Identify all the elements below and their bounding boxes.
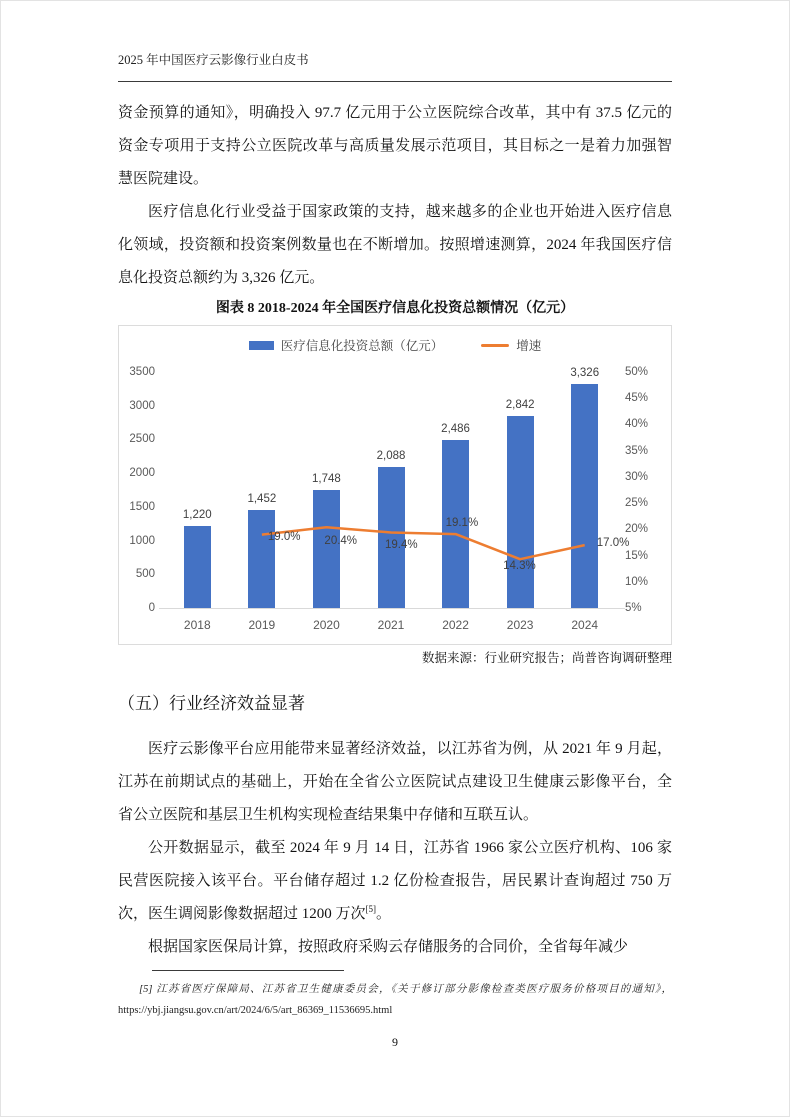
- growth-label: 14.3%: [503, 560, 536, 573]
- y-axis-right-tick: 45%: [625, 392, 649, 405]
- y-axis-left-tick: 2500: [129, 433, 155, 446]
- y-axis-right-tick: 10%: [625, 575, 649, 588]
- bar-value-label: 2,842: [505, 399, 535, 412]
- paragraph-text: 。: [376, 906, 392, 922]
- bar-2023: [507, 416, 534, 608]
- bar-value-label: 1,748: [312, 473, 341, 486]
- y-axis-left-tick: 3500: [129, 366, 155, 378]
- figure-source: 数据来源：行业研究报告；尚普咨询调研整理: [421, 651, 672, 665]
- y-axis-right-tick: 50%: [625, 366, 649, 378]
- x-axis-label-2024: 2024: [571, 618, 599, 632]
- bar-2024: [571, 384, 598, 608]
- y-axis-right-tick: 15%: [625, 549, 649, 562]
- x-axis-label-2021: 2021: [377, 618, 405, 632]
- y-axis-left-tick: 0: [148, 602, 155, 614]
- legend-line-label: 增速: [516, 339, 542, 353]
- paragraph: 根据国家医保局计算，按照政府采购云存储服务的合同价，全省每年减少: [148, 939, 629, 955]
- page-header: [118, 51, 672, 82]
- y-axis-left-tick: 1500: [129, 500, 155, 513]
- bar-value-label: 1,220: [182, 508, 212, 521]
- footnote-ref: [5]: [365, 904, 377, 914]
- chart-legend: [119, 336, 671, 354]
- y-axis-right-tick: 35%: [625, 444, 649, 457]
- page-header-title: 2025 年中国医疗云影像行业白皮书: [118, 53, 309, 67]
- y-axis-right-tick: 5%: [625, 602, 642, 614]
- footnote-link[interactable]: https://ybj.jiangsu.gov.cn/art/2024/6/5/art_86369_11536695.html: [118, 1005, 393, 1016]
- growth-label: 19.1%: [445, 517, 479, 530]
- bar-value-label: 2,088: [376, 450, 406, 463]
- paragraph: 资金预算的通知》，明确投入 97.7 亿元用于公立医院综合改革，其中有 37.5 亿元的资金专项用于支持公立医院改革与高质量发展示范项目，其目标之一是着力加强智慧医院建设。: [118, 105, 672, 187]
- x-axis-label-2022: 2022: [442, 618, 469, 632]
- footnote-separator: [152, 970, 344, 971]
- figure-caption: 图表 8 2018-2024 年全国医疗信息化投资总额情况（亿元）: [215, 301, 575, 316]
- x-axis-label-2019: 2019: [248, 618, 276, 632]
- bar-value-label: 3,326: [570, 366, 600, 379]
- y-axis-left-tick: 500: [135, 568, 155, 581]
- legend-item-line: [481, 336, 541, 354]
- paragraph: 医疗云影像平台应用能带来显著经济效益，以江苏省为例，从 2021 年 9 月起，江苏在前期试点的基础上，开始在全省公立医院试点建设卫生健康云影像平台，全省公立医院和基层卫生机构实现检查结果集中存储和互联互认。: [118, 741, 672, 823]
- bar-2021: [378, 467, 405, 608]
- y-axis-left-tick: 2000: [129, 467, 155, 480]
- bar-2018: [184, 526, 211, 608]
- x-axis-label-2018: 2018: [183, 618, 211, 632]
- y-axis-right-tick: 25%: [625, 497, 649, 510]
- y-axis-right-tick: 30%: [625, 470, 649, 483]
- paragraph-text: 公开数据显示，截至 2024 年 9 月 14 日，江苏省 1966 家公立医疗机构、106 家民营医院接入该平台。平台储存超过 1.2 亿份检查报告，居民累计查询超过 750 万次，医生调阅影像数据超过 1200 万次: [118, 840, 672, 922]
- growth-label: 17.0%: [596, 537, 630, 550]
- chart-frame: [118, 325, 672, 645]
- growth-label: 20.4%: [324, 535, 358, 548]
- x-axis-label-2023: 2023: [506, 618, 534, 632]
- legend-bar-label: 医疗信息化投资总额（亿元）: [280, 339, 444, 353]
- paragraph: [118, 832, 672, 931]
- growth-label: 19.0%: [267, 530, 301, 543]
- x-axis-line: [159, 608, 625, 609]
- legend-bar-swatch-icon: [249, 341, 274, 350]
- bar-value-label: 2,486: [441, 423, 470, 436]
- legend-line-swatch-icon: [481, 344, 509, 347]
- bar-2019: [248, 510, 275, 608]
- bar-2020: [313, 490, 340, 608]
- section-heading: （五）行业经济效益显著: [118, 694, 305, 713]
- legend-item-bar: [249, 336, 444, 354]
- page-number: 9: [392, 1035, 398, 1049]
- footnote-text: [5] 江苏省医疗保障局、江苏省卫生健康委员会，《关于修订部分影像检查类医疗服务价格项目的通知》，: [139, 984, 672, 995]
- y-axis-right-tick: 40%: [625, 418, 649, 431]
- footnote: [118, 979, 672, 1021]
- x-axis-label-2020: 2020: [313, 618, 340, 632]
- y-axis-left-tick: 1000: [129, 534, 155, 547]
- bar-value-label: 1,452: [247, 493, 277, 506]
- y-axis-right-tick: 20%: [625, 523, 649, 536]
- paragraph: 医疗信息化行业受益于国家政策的支持，越来越多的企业也开始进入医疗信息化领域，投资额和投资案例数量也在不断增加。按照增速测算，2024 年我国医疗信息化投资总额约为 3,326 亿元。: [118, 204, 672, 286]
- y-axis-left-tick: 3000: [129, 399, 155, 412]
- growth-label: 19.4%: [385, 539, 418, 552]
